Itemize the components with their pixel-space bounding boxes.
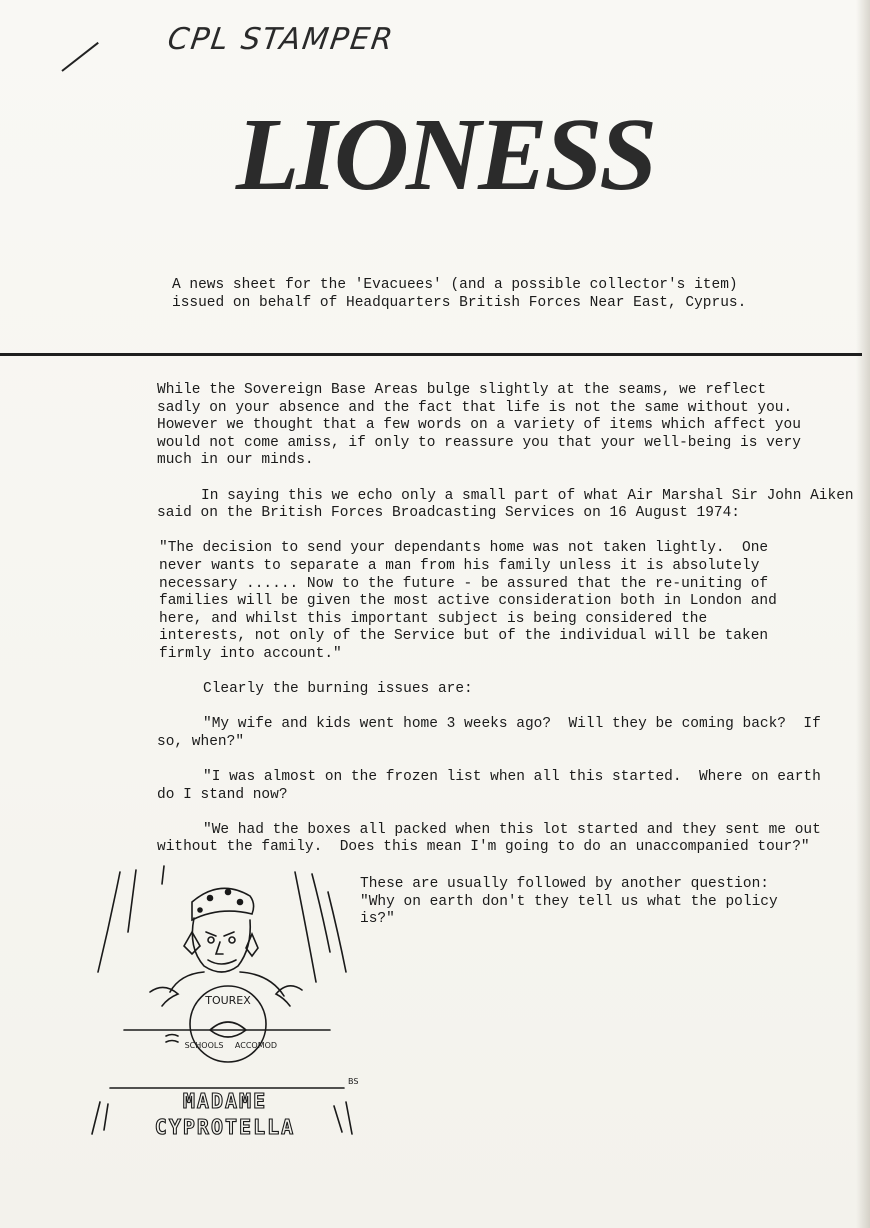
text-line: "We had the boxes all packed when this lot started and they sent me out — [203, 821, 821, 838]
curtain-line — [312, 874, 330, 952]
earring — [246, 934, 258, 956]
curtain-line — [295, 872, 316, 982]
horizontal-rule — [0, 353, 862, 356]
headscarf — [192, 888, 254, 920]
text-line: so, when?" — [157, 733, 245, 750]
paragraph-issues — [113, 681, 813, 699]
subtitle-line: issued on behalf of Headquarters British Forces Near East, Cyprus. — [172, 295, 747, 311]
hand-left — [150, 987, 178, 1006]
mouth — [208, 960, 236, 964]
curtain-line — [328, 892, 346, 972]
text-line: While the Sovereign Base Areas bulge slightly at the seams, we reflect — [157, 382, 767, 398]
quote-line: "The decision to send your dependants home was not taken lightly. One — [159, 540, 769, 557]
question-3 — [113, 821, 821, 857]
curtain-line — [162, 866, 164, 884]
page-edge-shadow — [856, 0, 870, 1228]
eye — [229, 937, 235, 943]
text-line: sadly on your absence and the fact that life is not the same without you. — [157, 399, 793, 416]
subtitle-line: A news sheet for the 'Evacuees' (and a possible collector's item) — [172, 277, 738, 293]
table-marks — [166, 1035, 178, 1043]
text-line: "I was almost on the frozen list when all this started. Where on earth — [203, 769, 821, 786]
subtitle — [172, 276, 792, 312]
quote-line: families will be given the most active consideration both in London and — [159, 593, 777, 610]
hand-right — [276, 986, 302, 1006]
quote-line: interests, not only of the Service but of the individual will be taken — [159, 628, 769, 645]
text-line: much in our minds. — [157, 452, 314, 469]
masthead-title: LIONESS — [235, 97, 655, 212]
eyebrows — [206, 932, 234, 936]
text-line: Clearly the burning issues are: — [203, 681, 473, 698]
quote-line: here, and whilst this important subject is being considered the — [159, 610, 708, 627]
question-2 — [113, 769, 821, 804]
text-line: "My wife and kids went home 3 weeks ago? Will they be coming back? If — [203, 716, 821, 733]
handwritten-name-note: CPL STAMPER — [165, 22, 397, 57]
paragraph-echo — [113, 487, 854, 523]
artist-signature: BS — [348, 1077, 359, 1086]
nose — [216, 942, 223, 954]
caption-cyprotella: CYPROTELLA — [154, 1115, 296, 1139]
quote-line: firmly into account." — [159, 645, 342, 662]
ball-label: ACCOMOD — [234, 1041, 278, 1050]
curtain-line — [98, 872, 120, 972]
quote-line: necessary ...... Now to the future - be assured that the re-uniting of — [159, 575, 769, 592]
article-body — [113, 382, 854, 875]
text-line: In saying this we echo only a small part of what Air Marshal Sir John Aiken — [201, 487, 854, 504]
aside-question — [360, 876, 790, 929]
paragraph-intro — [113, 382, 813, 470]
pen-tick-mark — [61, 42, 98, 72]
aside-line: is?" — [360, 911, 395, 928]
curtain-line — [128, 870, 136, 932]
question-1 — [113, 716, 821, 751]
ball-label: SCHOOLS — [184, 1041, 224, 1050]
aside-line: These are usually followed by another question: — [360, 876, 769, 892]
text-line: without the family. Does this mean I'm going to do an unaccompanied tour?" — [157, 839, 810, 856]
block-quote — [159, 540, 779, 663]
eye — [208, 937, 214, 943]
shoulders — [170, 972, 284, 996]
text-line: do I stand now? — [157, 786, 288, 803]
text-line: would not come amiss, if only to reassure you that your well-being is very — [157, 434, 801, 451]
fortune-teller-cartoon — [80, 862, 370, 1152]
caption-madame: MADAME — [182, 1089, 268, 1113]
text-line: said on the British Forces Broadcasting Services on 16 August 1974: — [157, 505, 740, 522]
ball-label: TOUREX — [205, 994, 251, 1007]
aside-line: "Why on earth don't they tell us what the policy — [360, 893, 778, 910]
text-line: However we thought that a few words on a variety of items which affect you — [157, 417, 801, 434]
quote-line: never wants to separate a man from his family unless it is absolutely — [159, 557, 760, 574]
